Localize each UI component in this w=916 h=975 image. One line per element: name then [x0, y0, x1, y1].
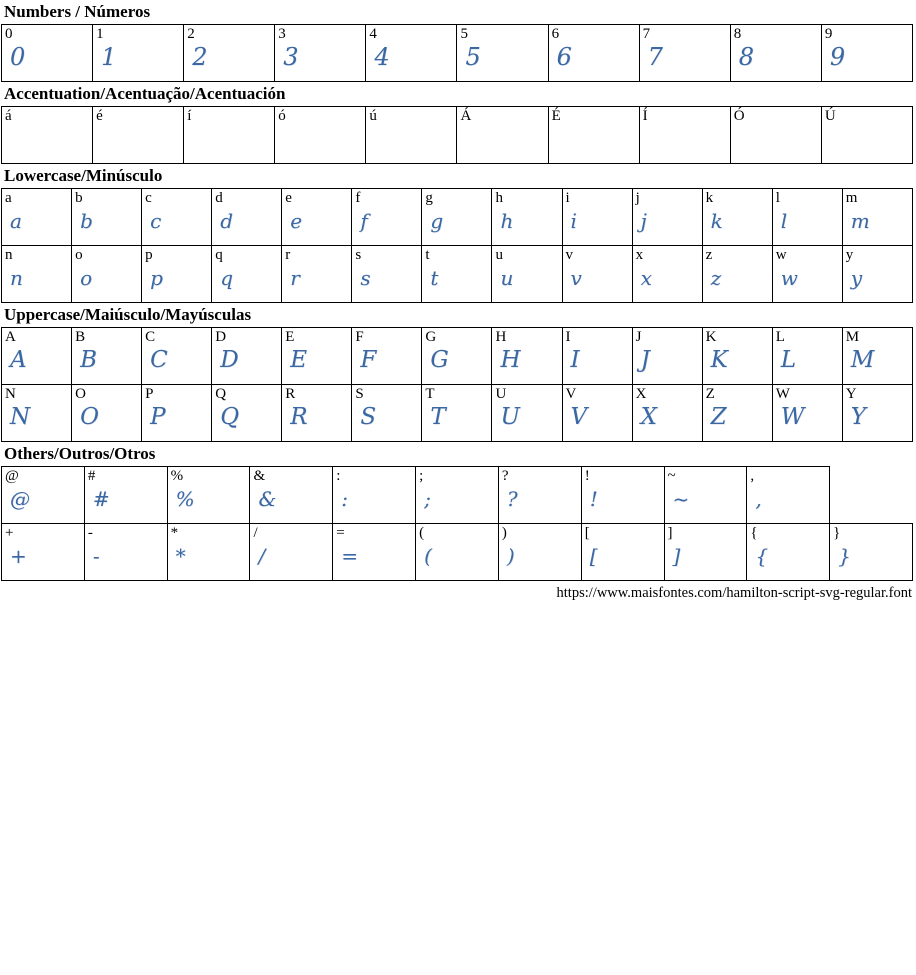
- char-label: R: [285, 386, 296, 402]
- char-label: ;: [419, 468, 424, 484]
- char-glyph: #: [92, 487, 110, 511]
- char-label: {: [750, 525, 758, 541]
- char-cell-K: [702, 328, 772, 385]
- char-cell-t: [422, 246, 492, 303]
- char-glyph: ;: [424, 487, 431, 511]
- char-label: Y: [845, 386, 857, 402]
- others-table: [1, 466, 913, 581]
- char-glyph: m: [850, 209, 870, 233]
- char-glyph: G: [430, 347, 449, 373]
- char-label: U: [495, 386, 507, 402]
- char-glyph: F: [360, 347, 377, 373]
- char-label: Ó: [733, 108, 745, 124]
- char-glyph: k: [710, 209, 723, 233]
- char-label: }: [833, 525, 841, 541]
- char-cell-X: [632, 385, 702, 442]
- char-label: s: [355, 247, 362, 263]
- char-glyph: D: [220, 347, 239, 373]
- char-label: r: [285, 247, 291, 263]
- char-label: [: [584, 525, 590, 541]
- char-label: p: [145, 247, 153, 263]
- char-label: 5: [460, 26, 468, 42]
- char-glyph: f: [360, 209, 368, 233]
- char-cell-brace-close: [830, 524, 913, 581]
- section-accentuation: [0, 82, 916, 164]
- char-label: W: [775, 386, 790, 402]
- char-label: (: [419, 525, 425, 541]
- char-label: J: [635, 329, 642, 345]
- char-glyph: V: [570, 404, 588, 430]
- char-cell-7: [639, 25, 730, 82]
- char-glyph: H: [500, 347, 521, 373]
- char-cell-colon: [333, 467, 416, 524]
- char-label: !: [584, 468, 590, 484]
- char-cell-L: [772, 328, 842, 385]
- char-label: G: [425, 329, 437, 345]
- char-glyph: :: [341, 487, 348, 511]
- char-glyph: d: [220, 209, 233, 233]
- char-cell-w: [772, 246, 842, 303]
- section-title-others: Others/Outros/Otros: [4, 444, 156, 463]
- section-title-lowercase: Lowercase/Minúsculo: [4, 166, 163, 185]
- char-label: i: [565, 190, 570, 206]
- char-label: h: [495, 190, 503, 206]
- char-cell-S: [352, 385, 422, 442]
- char-cell-paren-open: [416, 524, 499, 581]
- char-label: z: [705, 247, 713, 263]
- char-glyph: !: [589, 487, 598, 511]
- char-label: :: [336, 468, 341, 484]
- char-cell-Oacute: [730, 107, 821, 164]
- char-cell-e: [282, 189, 352, 246]
- char-cell-at: [2, 467, 85, 524]
- char-glyph: A: [10, 347, 27, 373]
- char-cell-minus: [84, 524, 167, 581]
- section-others: [0, 442, 916, 581]
- char-label: 9: [824, 26, 833, 42]
- char-label: @: [5, 468, 19, 484]
- char-cell-G: [422, 328, 492, 385]
- char-label: %: [170, 468, 184, 484]
- char-cell-9: [821, 25, 912, 82]
- char-glyph: ): [506, 544, 515, 568]
- char-glyph: I: [570, 347, 580, 373]
- char-label: a: [5, 190, 12, 206]
- char-label: N: [5, 386, 16, 402]
- char-label: ,: [750, 468, 755, 484]
- char-label: *: [170, 525, 179, 541]
- char-cell-eacute: [93, 107, 184, 164]
- char-cell-hash: [84, 467, 167, 524]
- char-label: /: [253, 525, 258, 541]
- char-glyph: O: [80, 404, 99, 430]
- char-label: O: [75, 386, 86, 402]
- char-glyph: b: [80, 209, 93, 233]
- char-glyph: v: [570, 266, 582, 290]
- char-glyph: 2: [192, 43, 208, 71]
- char-cell-n: [2, 246, 72, 303]
- char-label: n: [5, 247, 13, 263]
- char-cell-asterisk: [167, 524, 250, 581]
- char-label: 3: [278, 26, 286, 42]
- char-cell-V: [562, 385, 632, 442]
- char-glyph: 1: [101, 43, 117, 71]
- char-label: ú: [369, 108, 377, 124]
- char-glyph: X: [640, 404, 657, 430]
- char-glyph: 8: [738, 43, 755, 71]
- char-glyph: s: [360, 266, 371, 290]
- char-label: V: [565, 386, 577, 402]
- char-cell-c: [142, 189, 212, 246]
- char-cell-brace-open: [747, 524, 830, 581]
- char-label: =: [336, 525, 345, 541]
- char-cell-6: [548, 25, 639, 82]
- char-glyph: T: [430, 404, 446, 430]
- table-row: [2, 107, 913, 164]
- char-label: á: [5, 108, 12, 124]
- char-glyph: o: [80, 266, 93, 290]
- char-glyph: i: [570, 209, 577, 233]
- char-label: k: [705, 190, 714, 206]
- char-cell-3: [275, 25, 366, 82]
- char-cell-8: [730, 25, 821, 82]
- char-label: Z: [705, 386, 715, 402]
- char-label: x: [635, 247, 644, 263]
- char-label: #: [87, 468, 96, 484]
- char-glyph: Y: [850, 404, 866, 430]
- char-label: Q: [215, 386, 227, 402]
- char-glyph: R: [290, 404, 308, 430]
- numbers-table: [1, 24, 913, 82]
- char-label: B: [75, 329, 86, 345]
- char-label: -: [87, 525, 93, 541]
- char-cell-o: [72, 246, 142, 303]
- char-glyph: Q: [220, 404, 240, 430]
- char-glyph: M: [850, 347, 875, 373]
- char-glyph: N: [10, 404, 31, 430]
- char-label: P: [145, 386, 154, 402]
- char-glyph: 9: [829, 43, 846, 71]
- char-label: f: [355, 190, 361, 206]
- section-title-numbers: Numbers / Números: [4, 2, 151, 21]
- char-label: v: [565, 247, 573, 263]
- char-cell-d: [212, 189, 282, 246]
- char-cell-Q: [212, 385, 282, 442]
- char-glyph: /: [258, 544, 266, 568]
- char-cell-O: [72, 385, 142, 442]
- char-glyph: L: [780, 347, 796, 373]
- char-cell-f: [352, 189, 422, 246]
- char-label: C: [145, 329, 156, 345]
- char-label: y: [845, 247, 854, 263]
- char-label: o: [75, 247, 83, 263]
- section-title-accentuation: Accentuation/Acentuação/Acentuación: [4, 84, 286, 103]
- char-label: g: [425, 190, 433, 206]
- char-glyph: U: [500, 404, 520, 430]
- char-label: ?: [501, 468, 509, 484]
- char-label: 0: [5, 26, 13, 42]
- char-cell-iacute: [184, 107, 275, 164]
- char-cell-j: [632, 189, 702, 246]
- char-cell-semicolon: [416, 467, 499, 524]
- char-cell-bracket-close: [664, 524, 747, 581]
- char-label: Á: [460, 108, 472, 124]
- char-label: l: [775, 190, 780, 206]
- char-cell-b: [72, 189, 142, 246]
- char-cell-ampersand: [250, 467, 333, 524]
- char-glyph: h: [500, 209, 514, 233]
- char-cell-Eacute: [548, 107, 639, 164]
- char-cell-equals: [333, 524, 416, 581]
- char-cell-4: [366, 25, 457, 82]
- char-glyph: J: [640, 347, 650, 373]
- char-label: D: [215, 329, 227, 345]
- char-label: S: [355, 386, 364, 402]
- char-cell-g: [422, 189, 492, 246]
- char-glyph: p: [150, 266, 163, 290]
- char-label: u: [495, 247, 503, 263]
- section-uppercase: [0, 303, 916, 442]
- char-glyph: ,: [755, 487, 762, 511]
- char-label: 2: [187, 26, 195, 42]
- char-glyph: Z: [710, 404, 727, 430]
- section-title-uppercase: Uppercase/Maiúsculo/Mayúsculas: [4, 305, 252, 324]
- char-cell-F: [352, 328, 422, 385]
- table-row: [2, 467, 913, 524]
- char-glyph: E: [290, 347, 308, 373]
- char-label: m: [845, 190, 858, 206]
- char-cell-v: [562, 246, 632, 303]
- char-cell-2: [184, 25, 275, 82]
- char-glyph: g: [430, 209, 444, 233]
- char-glyph: 7: [647, 43, 663, 71]
- char-cell-1: [93, 25, 184, 82]
- accentuation-table: [1, 106, 913, 164]
- char-cell-T: [422, 385, 492, 442]
- table-row: [2, 25, 913, 82]
- char-label: ~: [667, 468, 676, 484]
- char-glyph: S: [360, 404, 377, 430]
- char-label: H: [495, 329, 507, 345]
- char-label: é: [96, 108, 103, 124]
- char-cell-plus: [2, 524, 85, 581]
- char-glyph: *: [175, 544, 186, 568]
- char-label: K: [705, 329, 717, 345]
- uppercase-table: [1, 327, 913, 442]
- char-glyph: K: [710, 347, 728, 373]
- char-cell-z: [702, 246, 772, 303]
- char-label: t: [425, 247, 430, 263]
- char-glyph: =: [341, 544, 359, 568]
- char-cell-Iacute: [639, 107, 730, 164]
- char-cell-h: [492, 189, 562, 246]
- char-cell-u: [492, 246, 562, 303]
- char-glyph: c: [150, 209, 162, 233]
- char-cell-comma: [747, 467, 830, 524]
- char-glyph: x: [640, 266, 652, 290]
- char-cell-M: [842, 328, 912, 385]
- char-cell-Aacute: [457, 107, 548, 164]
- char-glyph: a: [10, 209, 22, 233]
- char-label: M: [845, 329, 860, 345]
- char-cell-s: [352, 246, 422, 303]
- char-glyph: C: [150, 347, 168, 373]
- char-cell-H: [492, 328, 562, 385]
- char-cell-bracket-open: [581, 524, 664, 581]
- char-cell-q: [212, 246, 282, 303]
- char-glyph: r: [290, 266, 300, 290]
- char-cell-P: [142, 385, 212, 442]
- char-glyph: q: [220, 266, 233, 290]
- char-cell-exclamation: [581, 467, 664, 524]
- char-cell-Y: [842, 385, 912, 442]
- char-label: j: [635, 190, 640, 206]
- char-cell-r: [282, 246, 352, 303]
- char-label: ]: [667, 525, 673, 541]
- char-label: c: [145, 190, 152, 206]
- char-glyph: (: [424, 544, 432, 568]
- char-cell-tilde: [664, 467, 747, 524]
- char-glyph: l: [780, 209, 788, 233]
- char-label: F: [355, 329, 364, 345]
- char-label: A: [5, 329, 16, 345]
- char-glyph: {: [755, 544, 769, 568]
- char-cell-p: [142, 246, 212, 303]
- char-glyph: +: [10, 544, 27, 568]
- char-label: +: [5, 525, 14, 541]
- char-cell-l: [772, 189, 842, 246]
- char-cell-B: [72, 328, 142, 385]
- char-cell-oacute: [275, 107, 366, 164]
- char-cell-uacute: [366, 107, 457, 164]
- char-glyph: w: [780, 266, 798, 290]
- char-cell-C: [142, 328, 212, 385]
- char-label: &: [253, 468, 266, 484]
- char-cell-slash: [250, 524, 333, 581]
- char-cell-percent: [167, 467, 250, 524]
- char-cell-Uacute: [821, 107, 912, 164]
- table-row: [2, 246, 913, 303]
- char-cell-D: [212, 328, 282, 385]
- char-glyph: t: [430, 266, 439, 290]
- char-cell-N: [2, 385, 72, 442]
- table-row: [2, 189, 913, 246]
- char-cell-R: [282, 385, 352, 442]
- table-row: [2, 524, 913, 581]
- table-row: [2, 385, 913, 442]
- char-cell-y: [842, 246, 912, 303]
- table-row: [2, 328, 913, 385]
- char-label: Ú: [824, 108, 836, 124]
- char-cell-I: [562, 328, 632, 385]
- char-glyph: n: [10, 266, 23, 290]
- char-glyph: ~: [672, 487, 690, 511]
- char-glyph: }: [838, 544, 851, 568]
- char-label: 8: [733, 26, 742, 42]
- char-glyph: ]: [672, 544, 681, 568]
- char-label: I: [565, 329, 571, 345]
- char-label: q: [215, 247, 223, 263]
- source-url[interactable]: https://www.maisfontes.com/hamilton-script-svg-regular.font: [556, 585, 912, 601]
- char-glyph: P: [150, 404, 166, 430]
- lowercase-table: [1, 188, 913, 303]
- char-cell-m: [842, 189, 912, 246]
- char-glyph: @: [10, 487, 30, 511]
- char-glyph: 4: [374, 43, 390, 71]
- char-cell-k: [702, 189, 772, 246]
- char-cell-A: [2, 328, 72, 385]
- char-label: Í: [642, 108, 648, 124]
- char-cell-paren-close: [498, 524, 581, 581]
- char-label: w: [775, 247, 787, 263]
- char-glyph: 6: [556, 43, 572, 71]
- char-cell-Z: [702, 385, 772, 442]
- char-glyph: 5: [465, 43, 481, 71]
- char-cell-x: [632, 246, 702, 303]
- char-glyph: 3: [283, 43, 299, 71]
- char-label: 6: [551, 26, 560, 42]
- char-label: É: [551, 108, 561, 124]
- char-glyph: B: [80, 347, 97, 373]
- char-glyph: W: [780, 404, 805, 430]
- char-label: 7: [642, 26, 651, 42]
- char-label: E: [285, 329, 295, 345]
- char-glyph: %: [175, 487, 195, 511]
- char-label: ó: [278, 108, 286, 124]
- char-glyph: u: [500, 266, 514, 290]
- char-label: X: [635, 386, 647, 402]
- char-cell-J: [632, 328, 702, 385]
- char-cell-i: [562, 189, 632, 246]
- section-numbers: [0, 0, 916, 82]
- char-cell-a: [2, 189, 72, 246]
- section-lowercase: [0, 164, 916, 303]
- char-label: ): [501, 525, 507, 541]
- char-label: d: [215, 190, 223, 206]
- char-label: T: [425, 386, 435, 402]
- char-label: e: [285, 190, 292, 206]
- char-cell-U: [492, 385, 562, 442]
- char-glyph: &: [258, 487, 277, 511]
- char-glyph: ?: [506, 487, 518, 511]
- char-cell-question: [498, 467, 581, 524]
- char-glyph: e: [290, 209, 303, 233]
- char-label: 4: [369, 26, 377, 42]
- char-glyph: j: [640, 209, 647, 233]
- char-label: 1: [96, 26, 104, 42]
- char-label: L: [775, 329, 785, 345]
- char-label: í: [187, 108, 192, 124]
- char-cell-0: [2, 25, 93, 82]
- char-label: b: [75, 190, 83, 206]
- char-glyph: -: [92, 544, 100, 568]
- char-cell-E: [282, 328, 352, 385]
- char-cell-5: [457, 25, 548, 82]
- char-glyph: [: [589, 544, 598, 568]
- char-glyph: z: [710, 266, 722, 290]
- char-glyph: y: [850, 266, 863, 290]
- char-cell-W: [772, 385, 842, 442]
- char-cell-aacute: [2, 107, 93, 164]
- char-glyph: 0: [10, 43, 26, 71]
